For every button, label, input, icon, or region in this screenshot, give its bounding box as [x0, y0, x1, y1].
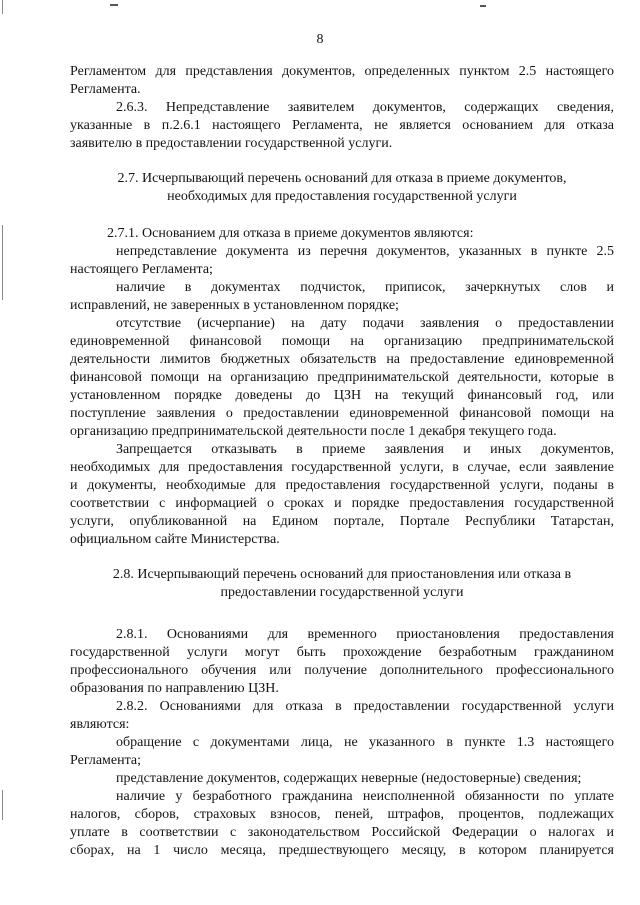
- text-line: настоящего Регламента;: [70, 262, 213, 277]
- section-heading: 2.8. Исчерпывающий перечень оснований для приостановления или отказа в: [112, 567, 572, 582]
- page-number: 8: [316, 32, 324, 47]
- text-line: установленном порядке доведены до ЦЗН на текущий финансовый год, или: [70, 388, 614, 403]
- text-line: 2.8.1. Основаниями для временного приостановления предоставления: [116, 627, 614, 642]
- section-heading: предоставлении государственной услуги: [220, 585, 464, 600]
- text-line: 2.6.3. Непредставление заявителем документов, содержащих сведения,: [116, 100, 614, 115]
- text-line: непредставление документа из перечня документов, указанных в пункте 2.5: [116, 244, 614, 259]
- text-line: профессионального обучения или получение дополнительного профессионального: [70, 663, 614, 678]
- text-line: налогов, сборов, страховых взносов, пеней, штрафов, процентов, подлежащих: [70, 807, 614, 822]
- text-line: 2.8.2. Основаниями для отказа в предоставлении государственной услуги: [116, 699, 614, 714]
- text-line: обращение с документами лица, не указанного в пункте 1.3 настоящего: [116, 735, 614, 750]
- text-line: отсутствие (исчерпание) на дату подачи заявления о предоставлении: [116, 316, 614, 331]
- text-line: наличие у безработного гражданина неисполненной обязанности по уплате: [116, 789, 614, 804]
- text-line: финансовой помощи на организацию предпринимательской деятельности, которые в: [70, 370, 614, 385]
- text-line: деятельности лимитов бюджетных обязательств на предоставление единовременной: [70, 352, 614, 367]
- text-line: соответствии с информацией о сроках и порядке предоставления государственной: [70, 496, 614, 511]
- text-line: поступление заявления о предоставлении единовременной финансовой помощи на: [70, 406, 614, 421]
- section-heading: необходимых для предоставления государственной услуги: [167, 189, 517, 204]
- scan-edge-line: [2, 225, 3, 300]
- text-line: заявителю в предоставлении государственной услуги.: [70, 136, 393, 151]
- scan-artifact: [480, 5, 486, 7]
- scan-edge-line: [2, 0, 3, 14]
- text-line: единовременной финансовой помощи на организацию предпринимательской: [70, 334, 614, 349]
- text-line: являются:: [70, 717, 130, 732]
- text-line: 2.7.1. Основанием для отказа в приеме документов являются:: [107, 226, 474, 241]
- text-line: образования по направлению ЦЗН.: [70, 681, 279, 696]
- text-line: Запрещается отказывать в приеме заявления и иных документов,: [116, 442, 614, 457]
- scan-edge-line: [2, 790, 3, 820]
- text-line: исправлений, не заверенных в установленном порядке;: [70, 298, 399, 313]
- text-line: Регламента;: [70, 753, 142, 768]
- section-heading: 2.7. Исчерпывающий перечень оснований для отказа в приеме документов,: [117, 171, 567, 186]
- scan-artifact: [110, 4, 118, 6]
- text-line: представление документов, содержащих неверные (недостоверные) сведения;: [116, 771, 582, 786]
- text-line: указанные в п.2.6.1 настоящего Регламента, не является основанием для отказа: [70, 118, 614, 133]
- text-line: наличие в документах подчисток, приписок, зачеркнутых слов и: [116, 280, 614, 295]
- text-line: Регламентом для представления документов, определенных пунктом 2.5 настоящего: [70, 64, 614, 79]
- text-line: сборах, на 1 число месяца, предшествующего месяцу, в котором планируется: [70, 843, 614, 858]
- text-line: услуги, опубликованной на Едином портале, Портале Республики Татарстан,: [70, 514, 614, 529]
- text-line: государственной услуги могут быть прохождение безработным гражданином: [70, 645, 614, 660]
- text-line: необходимых для предоставления государственной услуги, в случае, если заявление: [70, 460, 614, 475]
- text-line: уплате в соответствии с законодательством Российской Федерации о налогах и: [70, 825, 614, 840]
- text-line: и документы, необходимые для предоставления государственной услуги, поданы в: [70, 478, 614, 493]
- text-line: организацию предпринимательской деятельности после 1 декабря текущего года.: [70, 424, 557, 439]
- text-line: официальном сайте Министерства.: [70, 532, 280, 547]
- document-body: [70, 63, 614, 860]
- text-line: Регламента.: [70, 82, 141, 97]
